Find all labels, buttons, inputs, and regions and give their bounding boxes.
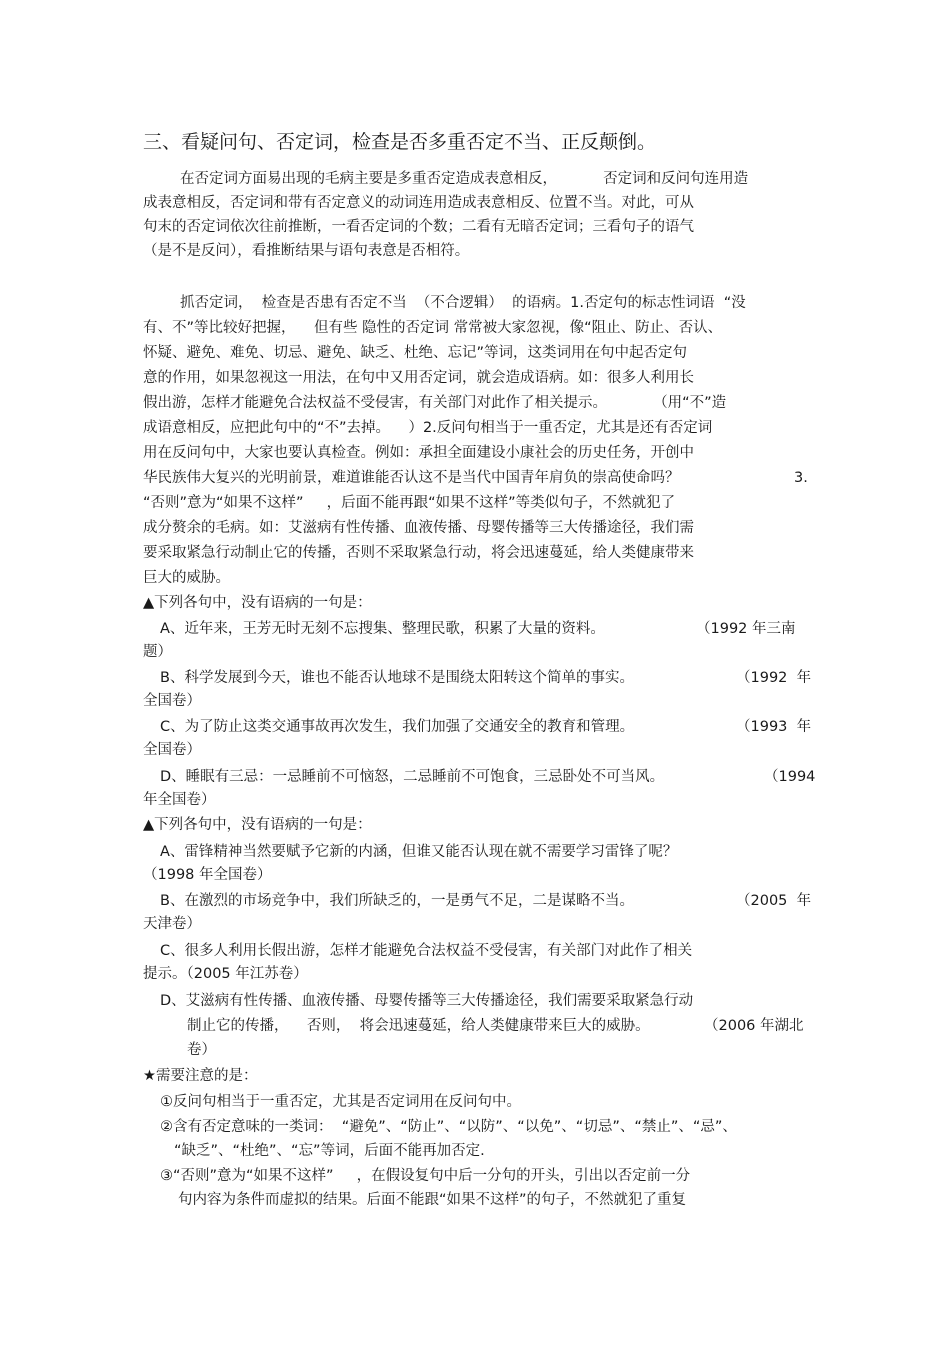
intro-line: 成表意相反，否定词和带有否定意义的动词连用造成表意相反、位置不当。对此，可从 (143, 195, 694, 211)
option-b: B、在激烈的市场竞争中，我们所缺乏的，一是勇气不足，二是谋略不当。 (160, 893, 634, 909)
option-b-source: 全国卷） (143, 693, 201, 709)
option-a: A、雷锋精神当然要赋予它新的内涵，但谁又能否认现在就不需要学习雷锋了呢？ (160, 844, 678, 860)
note-item: 句内容为条件而虚拟的结果。后面不能跟“如果不这样”的句子，不然就犯了重复 (178, 1192, 687, 1208)
explain-line: 有、不”等比较好把握， 但有些 隐性的否定词 常常被大家忽视，像“阻止、防止、否认、 (143, 320, 723, 336)
option-b-source: 天津卷） (143, 916, 201, 932)
explain-line: 要采取紧急行动制止它的传播，否则不采取紧急行动，将会迅速蔓延，给人类健康带来 (143, 545, 694, 561)
option-b-source: （1992 年 (736, 670, 812, 686)
option-a: A、近年来，王芳无时无刻不忘搜集、整理民歌，积累了大量的资料。 (160, 621, 605, 637)
explain-line: “否则”意为“如果不这样” ，后面不能再跟“如果不这样”等类似句子，不然就犯了 (143, 495, 676, 511)
intro-line: 句末的否定词依次往前推断，一看否定词的个数；二看有无暗否定词；三看句子的语气 (143, 219, 694, 235)
explain-line: 成分赘余的毛病。如：艾滋病有性传播、血液传播、母婴传播等三大传播途径，我们需 (143, 520, 694, 536)
option-a-source: （1992 年三南 (696, 621, 796, 637)
option-d: D、艾滋病有性传播、血液传播、母婴传播等三大传播途径，我们需要采取紧急行动 (160, 993, 694, 1009)
explain-line: 假出游，怎样才能避免合法权益不受侵害，有关部门对此作了相关提示。 （用“不”造 (143, 395, 727, 411)
question-title: ▲下列各句中，没有语病的一句是： (143, 595, 372, 611)
question-title: ▲下列各句中，没有语病的一句是： (143, 817, 372, 833)
option-d-source: 卷） (187, 1042, 216, 1058)
option-c-line: 提示。（2005 年江苏卷） (143, 966, 308, 982)
note-item: ③“否则”意为“如果不这样” ，在假设复句中后一分句的开头，引出以否定前一分 (160, 1168, 691, 1184)
option-c-source: （1993 年 (736, 719, 812, 735)
option-d-source: （2006 年湖北 (704, 1018, 804, 1034)
note-item: ①反问句相当于一重否定，尤其是否定词用在反问句中。 (160, 1094, 521, 1110)
option-c: C、为了防止这类交通事故再次发生，我们加强了交通安全的教育和管理。 (160, 719, 635, 735)
option-d: D、睡眠有三忌：一忌睡前不可恼怒，二忌睡前不可饱食，三忌卧处不可当风。 (160, 769, 665, 785)
explain-line: 抓否定词， 检查是否患有否定不当 （不合逻辑） 的语病。1.否定句的标志性词语 “没 (180, 295, 746, 311)
explain-line: 3. (794, 470, 808, 486)
intro-line: （是不是反问），看推断结果与语句表意是否相符。 (143, 243, 470, 259)
option-c: C、很多人利用长假出游，怎样才能避免合法权益不受侵害，有关部门对此作了相关 (160, 943, 693, 959)
option-b: B、科学发展到今天，谁也不能否认地球不是围绕太阳转这个简单的事实。 (160, 670, 634, 686)
explain-line: 巨大的威胁。 (143, 570, 230, 586)
option-b-source: （2005 年 (736, 893, 812, 909)
notes-title: ★需要注意的是： (143, 1068, 258, 1084)
explain-line: 华民族伟大复兴的光明前景，难道谁能否认这不是当代中国青年肩负的崇高使命吗？ (143, 470, 680, 486)
option-c-source: 全国卷） (143, 742, 201, 758)
note-item: ②含有否定意味的一类词： “避免”、“防止”、“以防”、“以免”、“切忌”、“禁止”、“忌”、 (160, 1119, 737, 1135)
explain-line: 成语意相反，应把此句中的“不”去掉。 ）2.反问句相当于一重否定，尤其是还有否定词 (143, 420, 713, 436)
option-a-source: （1998 年全国卷） (143, 867, 272, 883)
section-heading: 三、看疑问句、否定词，检查是否多重否定不当、正反颠倒。 (143, 131, 657, 153)
option-d-line: 制止它的传播， 否则， 将会迅速蔓延，给人类健康带来巨大的威胁。 (187, 1018, 650, 1034)
note-item: “缺乏”、“杜绝”、“忘”等词，后面不能再加否定. (174, 1143, 485, 1159)
explain-line: 怀疑、避免、难免、切忌、避免、缺乏、杜绝、忘记”等词，这类词用在句中起否定句 (143, 345, 688, 361)
intro-line: 在否定词方面易出现的毛病主要是多重否定造成表意相反， 否定词和反问句连用造 (180, 171, 749, 187)
explain-line: 意的作用，如果忽视这一用法，在句中又用否定词，就会造成语病。如：很多人利用长 (143, 370, 694, 386)
option-d-source: 年全国卷） (143, 792, 216, 808)
option-d-source: （1994 (764, 769, 816, 785)
option-a-source: 题） (143, 644, 172, 660)
explain-line: 用在反问句中，大家也要认真检查。例如：承担全面建设小康社会的历史任务，开创中 (143, 445, 694, 461)
